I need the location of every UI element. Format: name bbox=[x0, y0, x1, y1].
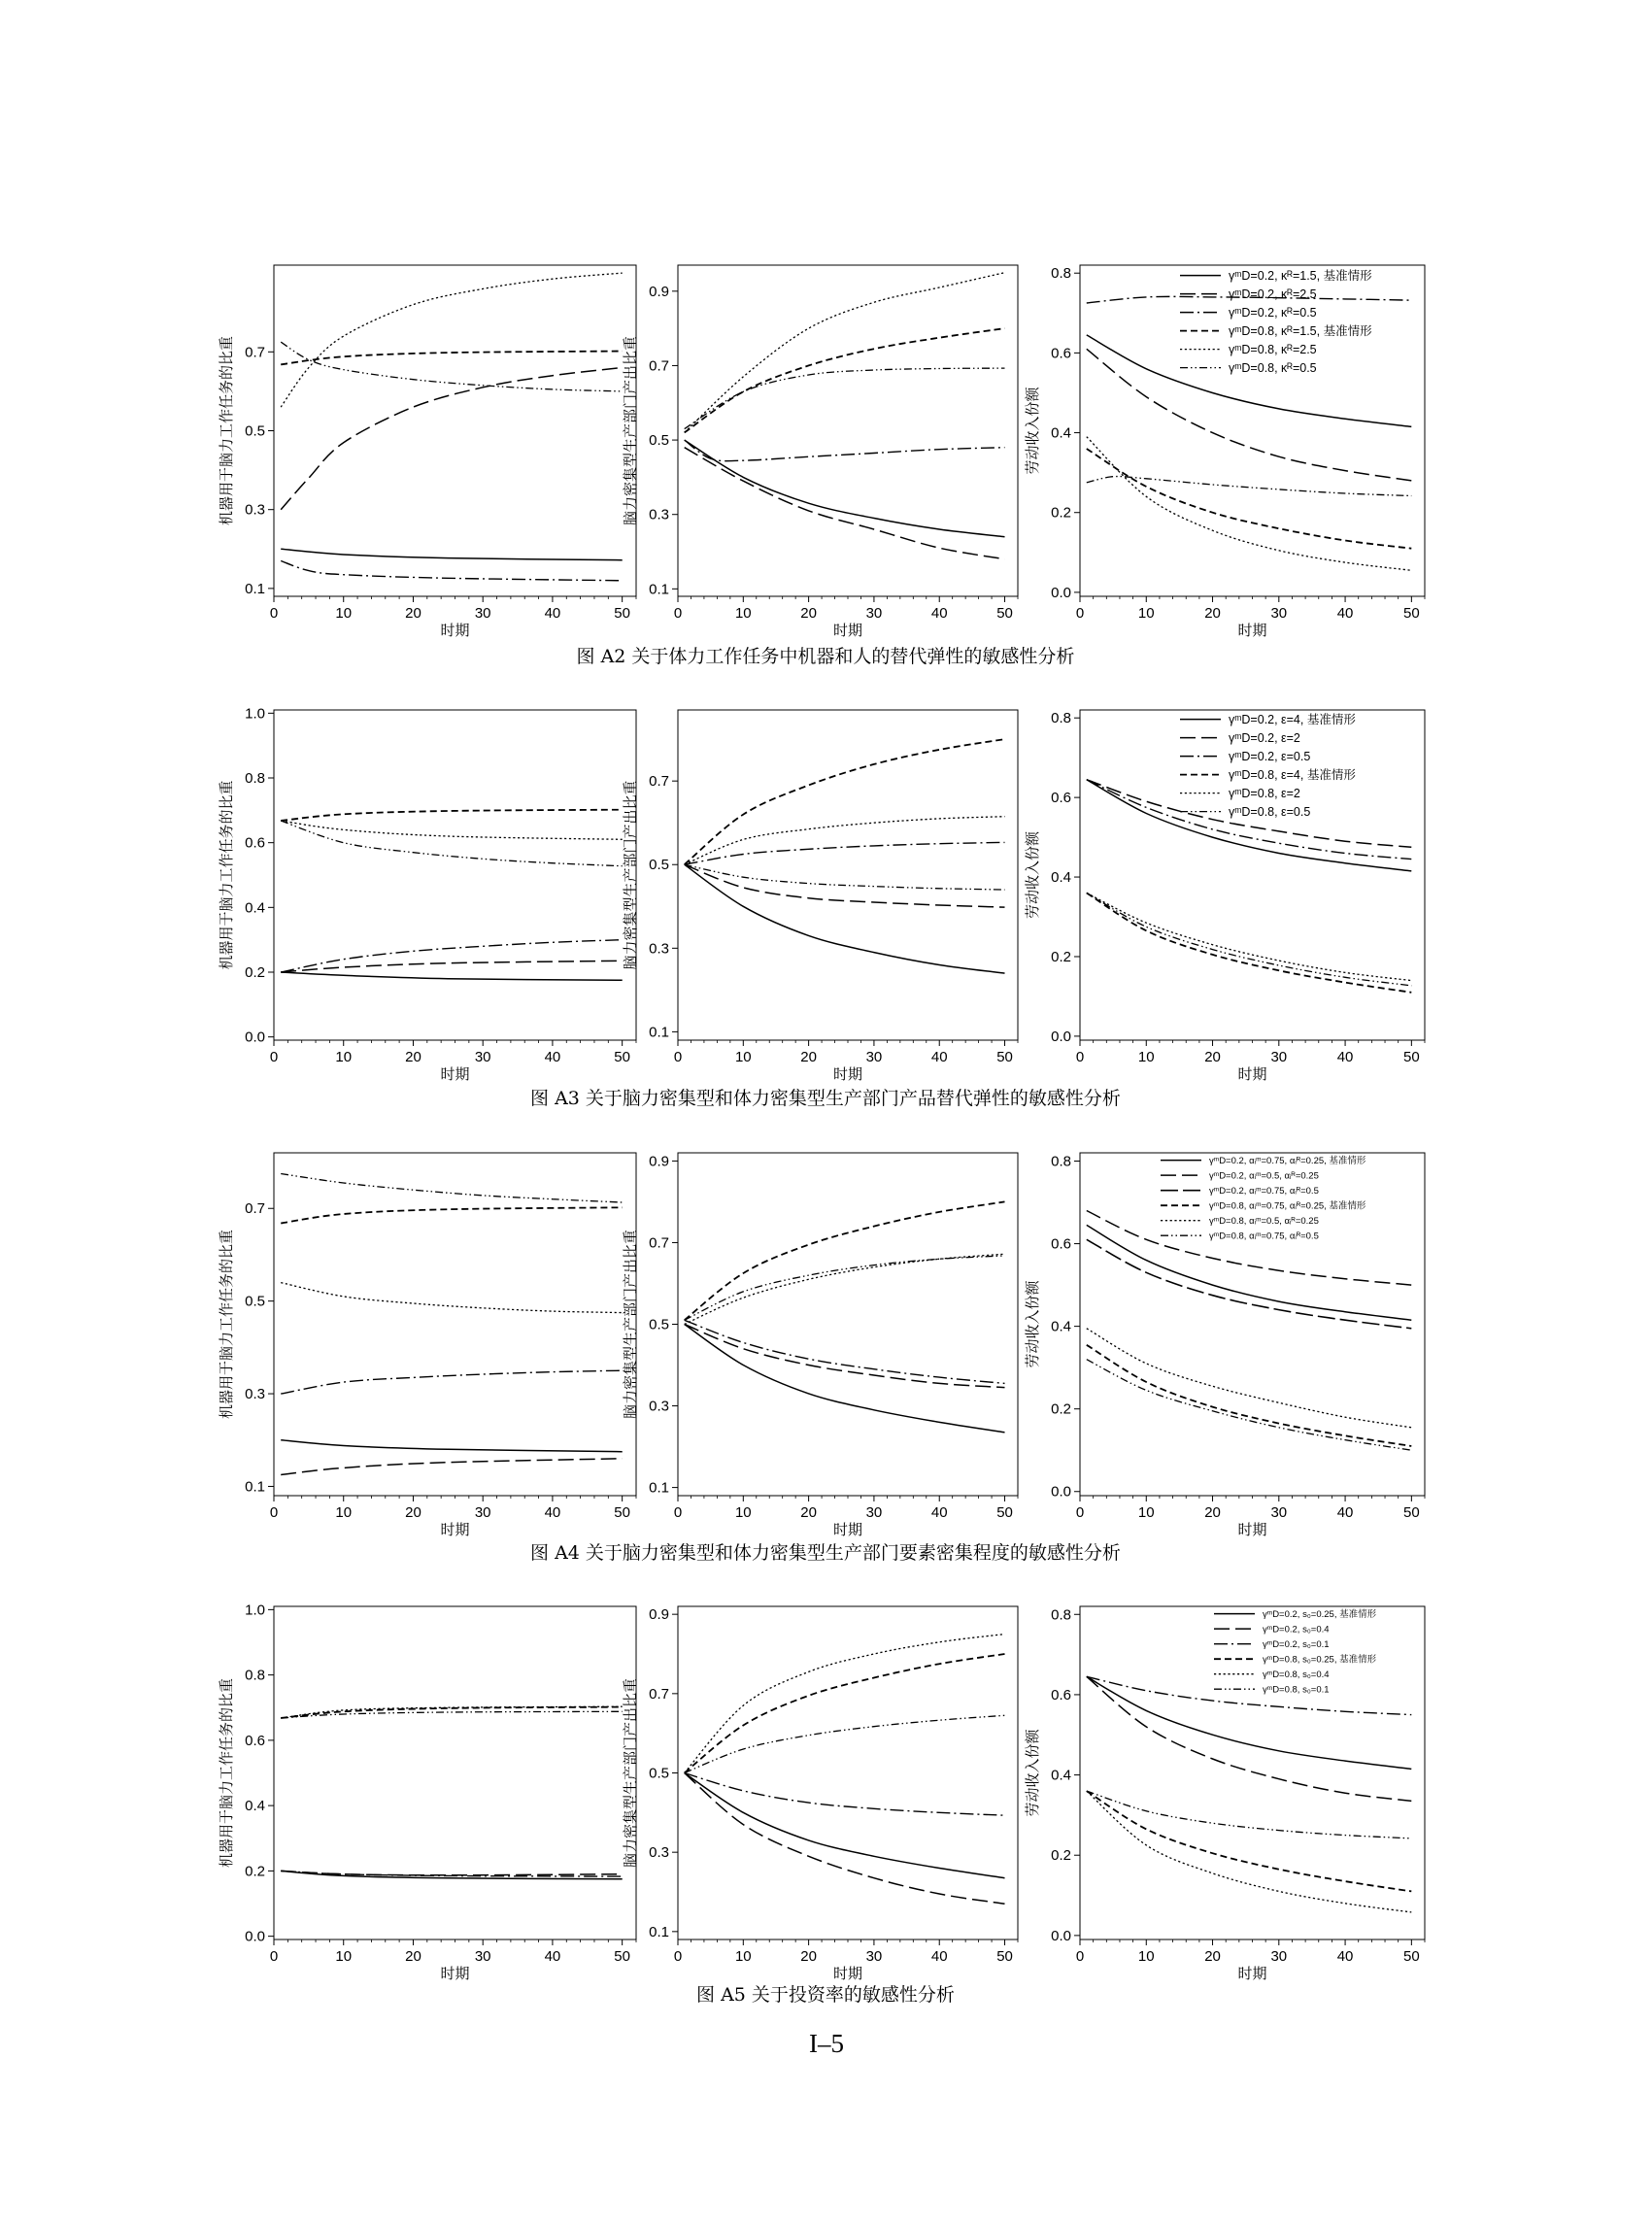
series-group bbox=[281, 273, 623, 581]
y-axis-label: 脑力密集型生产部门产出比重 bbox=[622, 780, 639, 970]
legend-entry: γᵐD=0.2, ε=4, 基准情形 bbox=[1229, 713, 1356, 726]
x-axis-label: 时期 bbox=[1237, 1065, 1267, 1083]
series-line-2 bbox=[281, 368, 623, 510]
y-tick-label: 0.0 bbox=[1051, 1927, 1071, 1944]
x-tick-label: 0 bbox=[1075, 1948, 1085, 1965]
x-axis-label: 时期 bbox=[832, 622, 863, 639]
series-line-4 bbox=[281, 352, 623, 365]
x-tick-label: 30 bbox=[1270, 1948, 1288, 1965]
x-tick-label: 50 bbox=[1403, 1948, 1420, 1965]
series-line-6 bbox=[281, 1174, 623, 1203]
series-line-5 bbox=[685, 1254, 1005, 1324]
series-line-6 bbox=[1087, 1360, 1412, 1451]
x-axis-label: 时期 bbox=[440, 1521, 470, 1538]
series-line-5 bbox=[1087, 1329, 1412, 1428]
series-line-4 bbox=[685, 328, 1005, 432]
legend-entry: γᵐD=0.2, s₀=0.25, 基准情形 bbox=[1263, 1609, 1377, 1620]
y-tick-label: 0.3 bbox=[649, 506, 669, 523]
plot-frame bbox=[678, 1153, 1018, 1496]
y-tick-label: 0.3 bbox=[245, 501, 265, 519]
x-tick-label: 20 bbox=[405, 605, 421, 622]
series-line-3 bbox=[685, 440, 1005, 461]
y-tick-label: 0.7 bbox=[245, 344, 265, 361]
legend-entry: γᵐD=0.8, ε=4, 基准情形 bbox=[1229, 768, 1356, 782]
chart-A3-3 bbox=[1024, 710, 1425, 1083]
y-tick-label: 0.2 bbox=[245, 1863, 265, 1880]
x-tick-label: 20 bbox=[405, 1049, 421, 1065]
chart-A5-1 bbox=[218, 1602, 636, 1982]
legend-entry: γᵐD=0.8, s₀=0.1 bbox=[1263, 1684, 1330, 1696]
x-tick-label: 0 bbox=[1075, 1049, 1085, 1065]
y-tick-label: 0.8 bbox=[1051, 710, 1071, 727]
legend-entry: γᵐD=0.2, αᵢᵐ=0.75, αᵢᴿ=0.5 bbox=[1209, 1186, 1319, 1197]
chart-A2-1 bbox=[218, 265, 636, 639]
series-group bbox=[281, 1174, 623, 1475]
x-tick-label: 20 bbox=[800, 605, 817, 622]
series-line-4 bbox=[1087, 1791, 1412, 1891]
series-line-1 bbox=[281, 549, 623, 559]
series-group bbox=[685, 1201, 1005, 1433]
legend-entry: γᵐD=0.2, αᵢᵐ=0.5, αᵢᴿ=0.25 bbox=[1209, 1170, 1319, 1182]
legend bbox=[1161, 1155, 1366, 1242]
x-tick-label: 10 bbox=[1137, 1948, 1155, 1965]
y-axis-label: 劳动收入份额 bbox=[1024, 1280, 1041, 1368]
x-tick-label: 50 bbox=[614, 1948, 630, 1965]
series-group bbox=[281, 1706, 623, 1879]
y-tick-label: 0.0 bbox=[1051, 584, 1071, 601]
legend-entry: γᵐD=0.8, κᴿ=0.5 bbox=[1229, 361, 1317, 375]
y-tick-label: 0.4 bbox=[1051, 424, 1071, 442]
y-tick-label: 1.0 bbox=[245, 1602, 265, 1619]
legend-entry: γᵐD=0.2, ε=2 bbox=[1229, 731, 1300, 745]
x-tick-label: 30 bbox=[865, 1049, 883, 1065]
series-line-2 bbox=[685, 1325, 1005, 1388]
series-group bbox=[281, 810, 623, 981]
series-line-1 bbox=[281, 1440, 623, 1452]
x-tick-label: 10 bbox=[335, 1504, 353, 1521]
x-axis-label: 时期 bbox=[440, 622, 470, 639]
x-tick-label: 50 bbox=[614, 1049, 630, 1065]
series-line-6 bbox=[685, 842, 1005, 864]
series-line-6 bbox=[1087, 477, 1412, 496]
legend-entry: γᵐD=0.2, s₀=0.1 bbox=[1263, 1639, 1330, 1650]
charts-layer bbox=[218, 265, 1425, 1982]
y-tick-label: 0.8 bbox=[245, 1667, 265, 1684]
y-tick-label: 0.7 bbox=[245, 1200, 265, 1218]
x-tick-label: 10 bbox=[335, 1049, 353, 1065]
y-tick-label: 0.7 bbox=[649, 1685, 669, 1703]
x-tick-label: 0 bbox=[269, 1948, 279, 1965]
series-line-5 bbox=[1087, 437, 1412, 571]
y-tick-label: 0.4 bbox=[1051, 1767, 1071, 1784]
x-tick-label: 30 bbox=[474, 1504, 491, 1521]
series-line-5 bbox=[1087, 893, 1412, 980]
series-line-6 bbox=[281, 1711, 623, 1718]
legend-entry: γᵐD=0.8, s₀=0.4 bbox=[1263, 1670, 1330, 1680]
series-line-4 bbox=[1087, 893, 1412, 992]
y-tick-label: 0.5 bbox=[649, 432, 669, 450]
x-tick-label: 30 bbox=[865, 605, 883, 622]
x-tick-label: 30 bbox=[1270, 605, 1288, 622]
y-tick-label: 0.8 bbox=[1051, 265, 1071, 283]
chart-A2-3 bbox=[1024, 265, 1425, 639]
x-tick-label: 30 bbox=[865, 1504, 883, 1521]
series-line-3 bbox=[1087, 1239, 1412, 1329]
x-tick-label: 20 bbox=[1204, 605, 1221, 622]
chart-A3-2 bbox=[622, 710, 1018, 1083]
series-group bbox=[685, 1635, 1005, 1905]
y-tick-label: 0.6 bbox=[1051, 345, 1071, 362]
x-tick-label: 10 bbox=[734, 1948, 752, 1965]
y-axis-label: 脑力密集型生产部门产出比重 bbox=[622, 1677, 639, 1869]
series-line-5 bbox=[281, 273, 623, 407]
caption-A3: 图 A3 关于脑力密集型和体力密集型生产部门产品替代弹性的敏感性分析 bbox=[530, 1088, 1121, 1109]
y-tick-label: 0.6 bbox=[1051, 1235, 1071, 1253]
chart-A3-1 bbox=[218, 705, 636, 1083]
legend-entry: γᵐD=0.2, κᴿ=1.5, 基准情形 bbox=[1229, 269, 1372, 283]
y-tick-label: 0.9 bbox=[649, 1153, 669, 1170]
series-line-3 bbox=[281, 1370, 623, 1394]
x-tick-label: 0 bbox=[1075, 1504, 1085, 1521]
legend bbox=[1180, 712, 1356, 819]
x-tick-label: 40 bbox=[1336, 1049, 1354, 1065]
legend-entry: γᵐD=0.8, αᵢᵐ=0.75, αᵢᴿ=0.25, 基准情形 bbox=[1209, 1200, 1366, 1212]
x-tick-label: 40 bbox=[544, 605, 561, 622]
y-tick-label: 0.2 bbox=[1051, 504, 1071, 522]
y-tick-label: 0.7 bbox=[649, 357, 669, 375]
y-axis-label: 脑力密集型生产部门产出比重 bbox=[622, 335, 639, 526]
legend-entry: γᵐD=0.8, s₀=0.25, 基准情形 bbox=[1263, 1654, 1377, 1666]
y-tick-label: 0.3 bbox=[649, 1398, 669, 1415]
y-tick-label: 0.6 bbox=[1051, 790, 1071, 807]
chart-A4-3 bbox=[1024, 1153, 1425, 1538]
x-tick-label: 10 bbox=[1137, 1504, 1155, 1521]
y-tick-label: 0.7 bbox=[649, 1234, 669, 1252]
x-tick-label: 50 bbox=[996, 1049, 1013, 1065]
x-axis-label: 时期 bbox=[1237, 622, 1267, 639]
y-tick-label: 0.2 bbox=[245, 964, 265, 981]
series-line-2 bbox=[685, 1773, 1005, 1905]
series-group bbox=[685, 273, 1005, 559]
series-line-4 bbox=[281, 810, 623, 821]
y-tick-label: 0.4 bbox=[1051, 869, 1071, 887]
series-line-4 bbox=[1087, 1345, 1412, 1446]
legend bbox=[1214, 1608, 1377, 1696]
y-tick-label: 0.5 bbox=[245, 1293, 265, 1310]
x-tick-label: 40 bbox=[930, 1504, 948, 1521]
series-line-1 bbox=[281, 972, 623, 980]
y-tick-label: 0.2 bbox=[1051, 1847, 1071, 1865]
legend-entry: γᵐD=0.2, κᴿ=2.5 bbox=[1229, 287, 1317, 301]
legend-entry: γᵐD=0.8, ε=2 bbox=[1229, 787, 1300, 800]
x-axis-label: 时期 bbox=[832, 1065, 863, 1083]
x-tick-label: 30 bbox=[1270, 1504, 1288, 1521]
y-tick-label: 0.1 bbox=[649, 1024, 669, 1041]
y-tick-label: 0.3 bbox=[245, 1386, 265, 1403]
caption-A2: 图 A2 关于体力工作任务中机器和人的替代弹性的敏感性分析 bbox=[576, 646, 1075, 667]
x-tick-label: 40 bbox=[930, 1049, 948, 1065]
y-tick-label: 0.0 bbox=[245, 1928, 265, 1945]
series-line-5 bbox=[685, 1635, 1005, 1773]
y-tick-label: 0.5 bbox=[649, 857, 669, 874]
x-tick-label: 50 bbox=[1403, 1504, 1420, 1521]
x-tick-label: 40 bbox=[544, 1504, 561, 1521]
y-tick-label: 0.5 bbox=[649, 1765, 669, 1782]
plot-frame bbox=[274, 710, 636, 1040]
series-group bbox=[1087, 1676, 1412, 1912]
series-line-6 bbox=[281, 342, 623, 391]
x-tick-label: 50 bbox=[1403, 605, 1420, 622]
y-axis-label: 机器用于脑力工作任务的比重 bbox=[218, 335, 235, 526]
y-tick-label: 1.0 bbox=[245, 705, 265, 723]
x-tick-label: 50 bbox=[614, 605, 630, 622]
chart-A5-2 bbox=[622, 1606, 1018, 1982]
x-tick-label: 10 bbox=[335, 605, 353, 622]
caption-A5: 图 A5 关于投资率的敏感性分析 bbox=[696, 1984, 955, 2006]
y-tick-label: 0.2 bbox=[1051, 948, 1071, 965]
y-tick-label: 0.8 bbox=[245, 770, 265, 787]
y-axis-label: 劳动收入份额 bbox=[1024, 387, 1041, 475]
x-tick-label: 10 bbox=[734, 605, 752, 622]
series-line-1 bbox=[685, 864, 1005, 973]
y-tick-label: 0.7 bbox=[649, 773, 669, 791]
x-tick-label: 20 bbox=[800, 1049, 817, 1065]
x-tick-label: 50 bbox=[996, 605, 1013, 622]
x-tick-label: 20 bbox=[405, 1948, 421, 1965]
series-line-4 bbox=[685, 739, 1005, 864]
x-tick-label: 50 bbox=[996, 1504, 1013, 1521]
y-tick-label: 0.1 bbox=[649, 581, 669, 598]
x-tick-label: 0 bbox=[673, 1049, 683, 1065]
chart-A2-2 bbox=[622, 265, 1018, 639]
x-tick-label: 0 bbox=[269, 605, 279, 622]
y-tick-label: 0.0 bbox=[1051, 1483, 1071, 1501]
series-line-6 bbox=[1087, 1791, 1412, 1838]
legend-entry: γᵐD=0.8, κᴿ=1.5, 基准情形 bbox=[1229, 324, 1372, 338]
legend-entry: γᵐD=0.2, αᵢᵐ=0.75, αᵢᴿ=0.25, 基准情形 bbox=[1209, 1156, 1366, 1166]
x-axis-label: 时期 bbox=[440, 1065, 470, 1083]
x-tick-label: 20 bbox=[1204, 1504, 1221, 1521]
y-tick-label: 0.0 bbox=[245, 1029, 265, 1046]
x-tick-label: 10 bbox=[335, 1948, 353, 1965]
x-tick-label: 30 bbox=[865, 1948, 883, 1965]
series-line-5 bbox=[685, 817, 1005, 865]
legend-entry: γᵐD=0.2, ε=0.5 bbox=[1229, 750, 1311, 763]
x-tick-label: 40 bbox=[930, 605, 948, 622]
x-tick-label: 40 bbox=[1336, 605, 1354, 622]
x-axis-label: 时期 bbox=[832, 1965, 863, 1982]
y-tick-label: 0.4 bbox=[245, 899, 265, 917]
x-tick-label: 30 bbox=[1270, 1049, 1288, 1065]
legend-entry: γᵐD=0.8, αᵢᵐ=0.5, αᵢᴿ=0.25 bbox=[1209, 1216, 1319, 1227]
series-line-5 bbox=[685, 273, 1005, 433]
x-tick-label: 30 bbox=[474, 605, 491, 622]
x-tick-label: 40 bbox=[1336, 1504, 1354, 1521]
x-tick-label: 10 bbox=[1137, 1049, 1155, 1065]
page-number: I–5 bbox=[809, 2029, 844, 2058]
series-line-4 bbox=[685, 1654, 1005, 1773]
y-tick-label: 0.1 bbox=[649, 1479, 669, 1497]
legend-entry: γᵐD=0.8, κᴿ=2.5 bbox=[1229, 343, 1317, 356]
x-tick-label: 20 bbox=[800, 1948, 817, 1965]
x-tick-label: 0 bbox=[673, 1504, 683, 1521]
x-tick-label: 0 bbox=[269, 1049, 279, 1065]
chart-A5-3 bbox=[1024, 1606, 1425, 1982]
series-line-6 bbox=[685, 1256, 1005, 1320]
y-tick-label: 0.6 bbox=[245, 1732, 265, 1749]
y-tick-label: 0.4 bbox=[245, 1798, 265, 1815]
series-line-3 bbox=[281, 561, 623, 581]
series-line-2 bbox=[1087, 1676, 1412, 1801]
y-tick-label: 0.0 bbox=[1051, 1028, 1071, 1045]
x-tick-label: 40 bbox=[1336, 1948, 1354, 1965]
y-axis-label: 劳动收入份额 bbox=[1024, 830, 1041, 920]
series-line-4 bbox=[1087, 449, 1412, 549]
y-axis-label: 机器用于脑力工作任务的比重 bbox=[218, 780, 235, 970]
x-tick-label: 0 bbox=[673, 1948, 683, 1965]
series-line-1 bbox=[685, 1325, 1005, 1433]
series-line-6 bbox=[685, 1715, 1005, 1772]
plot-frame bbox=[274, 265, 636, 596]
x-tick-label: 50 bbox=[614, 1504, 630, 1521]
series-line-5 bbox=[1087, 1791, 1412, 1912]
y-axis-label: 机器用于脑力工作任务的比重 bbox=[218, 1677, 235, 1869]
x-axis-label: 时期 bbox=[832, 1521, 863, 1538]
series-line-6 bbox=[281, 821, 623, 866]
x-tick-label: 40 bbox=[544, 1948, 561, 1965]
plot-frame bbox=[678, 265, 1018, 596]
plot-frame bbox=[274, 1606, 636, 1939]
series-line-5 bbox=[281, 1283, 623, 1313]
series-line-3 bbox=[685, 1320, 1005, 1383]
x-tick-label: 30 bbox=[474, 1948, 491, 1965]
legend-entry: γᵐD=0.8, ε=0.5 bbox=[1229, 805, 1311, 819]
x-tick-label: 40 bbox=[544, 1049, 561, 1065]
x-tick-label: 10 bbox=[734, 1504, 752, 1521]
x-tick-label: 40 bbox=[930, 1948, 948, 1965]
y-tick-label: 0.8 bbox=[1051, 1606, 1071, 1624]
series-line-2 bbox=[281, 961, 623, 972]
x-tick-label: 0 bbox=[1075, 605, 1085, 622]
series-group bbox=[685, 739, 1005, 973]
x-axis-label: 时期 bbox=[440, 1965, 470, 1982]
y-tick-label: 0.6 bbox=[245, 834, 265, 852]
series-line-5 bbox=[281, 821, 623, 839]
series-group bbox=[1087, 1211, 1412, 1451]
series-line-2 bbox=[685, 448, 1005, 559]
x-tick-label: 20 bbox=[405, 1504, 421, 1521]
y-tick-label: 0.3 bbox=[649, 1844, 669, 1862]
caption-A4: 图 A4 关于脑力密集型和体力密集型生产部门要素密集程度的敏感性分析 bbox=[530, 1542, 1121, 1564]
x-tick-label: 0 bbox=[269, 1504, 279, 1521]
series-line-1 bbox=[1087, 1676, 1412, 1769]
y-axis-label: 机器用于脑力工作任务的比重 bbox=[218, 1229, 235, 1420]
y-tick-label: 0.6 bbox=[1051, 1686, 1071, 1703]
chart-A4-1 bbox=[218, 1153, 636, 1538]
x-tick-label: 20 bbox=[800, 1504, 817, 1521]
y-axis-label: 脑力密集型生产部门产出比重 bbox=[622, 1229, 639, 1420]
x-tick-label: 20 bbox=[1204, 1948, 1221, 1965]
y-tick-label: 0.5 bbox=[649, 1316, 669, 1333]
series-line-2 bbox=[281, 1459, 623, 1475]
y-axis-label: 劳动收入份额 bbox=[1024, 1729, 1041, 1817]
series-line-4 bbox=[281, 1207, 623, 1223]
series-line-3 bbox=[685, 1773, 1005, 1816]
y-tick-label: 0.3 bbox=[649, 940, 669, 958]
legend bbox=[1180, 268, 1372, 375]
x-tick-label: 0 bbox=[673, 605, 683, 622]
y-tick-label: 0.1 bbox=[245, 580, 265, 597]
chart-A4-2 bbox=[622, 1153, 1018, 1538]
y-tick-label: 0.4 bbox=[1051, 1318, 1071, 1335]
x-tick-label: 30 bbox=[474, 1049, 491, 1065]
x-axis-label: 时期 bbox=[1237, 1965, 1267, 1982]
x-tick-label: 50 bbox=[996, 1948, 1013, 1965]
series-line-3 bbox=[1087, 1676, 1412, 1714]
x-tick-label: 50 bbox=[1403, 1049, 1420, 1065]
y-tick-label: 0.2 bbox=[1051, 1400, 1071, 1418]
x-tick-label: 10 bbox=[734, 1049, 752, 1065]
y-tick-label: 0.1 bbox=[245, 1478, 265, 1496]
x-tick-label: 10 bbox=[1137, 605, 1155, 622]
y-tick-label: 0.9 bbox=[649, 283, 669, 300]
plot-frame bbox=[678, 1606, 1018, 1939]
x-axis-label: 时期 bbox=[1237, 1521, 1267, 1538]
series-line-3 bbox=[685, 864, 1005, 890]
legend-entry: γᵐD=0.2, κᴿ=0.5 bbox=[1229, 306, 1317, 320]
series-line-1 bbox=[685, 1773, 1005, 1878]
y-tick-label: 0.1 bbox=[649, 1923, 669, 1940]
y-tick-label: 0.5 bbox=[245, 422, 265, 440]
y-tick-label: 0.8 bbox=[1051, 1153, 1071, 1170]
legend-entry: γᵐD=0.8, αᵢᵐ=0.75, αᵢᴿ=0.5 bbox=[1209, 1231, 1319, 1242]
legend-entry: γᵐD=0.2, s₀=0.4 bbox=[1263, 1624, 1330, 1636]
x-tick-label: 20 bbox=[1204, 1049, 1221, 1065]
series-line-6 bbox=[1087, 893, 1412, 986]
y-tick-label: 0.9 bbox=[649, 1606, 669, 1624]
